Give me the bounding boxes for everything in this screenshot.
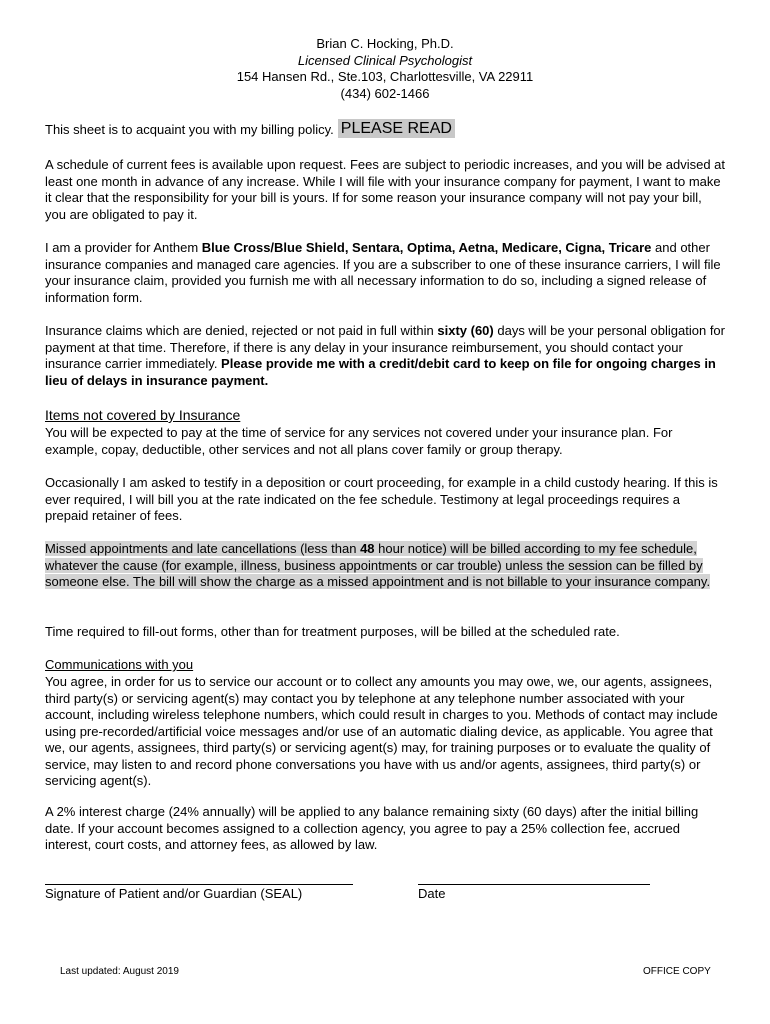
fees-paragraph: A schedule of current fees is available upon request. Fees are subject to periodic increases, and you will be advised at least one month in advance of any increase. While I will file with your insurance company for payment, I want to make it clear that the responsibility for your bill is yours. If for some reason your insurance company will not pay your bill, you are obligated to pay it.: [45, 157, 726, 222]
forms-paragraph: Time required to fill-out forms, other than for treatment purposes, will be billed at the scheduled rate.: [45, 624, 620, 639]
insurance-list: Blue Cross/Blue Shield, Sentara, Optima, Aetna, Medicare, Cigna, Tricare: [201, 240, 652, 255]
provider-paragraph: [45, 240, 725, 306]
claims-paragraph: [45, 323, 725, 389]
intro-line: [45, 120, 725, 139]
sixty-days: sixty (60): [437, 323, 494, 338]
interest-paragraph: A 2% interest charge (24% annually) will be applied to any balance remaining sixty (60 days) after the initial billing date. If your account becomes assigned to a collection agency, you agree to pay a 25% collection fee, accrued interest, court costs, and attorney fees, as allowed by law.: [45, 804, 699, 852]
credit-card-notice: Please provide me with a credit/debit card to keep on file for ongoing charges in lieu of delays in insurance payment.: [45, 356, 716, 388]
provider-address: 154 Hansen Rd., Ste.103, Charlottesville, VA 22911: [236, 69, 534, 84]
date-label: Date: [418, 886, 446, 901]
letterhead: [0, 36, 770, 102]
provider-lead: I am a provider for Anthem: [45, 240, 202, 255]
provider-name: Brian C. Hocking, Ph.D.: [316, 36, 454, 51]
intro-text: This sheet is to acquaint you with my billing policy.: [45, 122, 334, 137]
last-updated: Last updated: August 2019: [60, 966, 179, 977]
missed-lead: Missed appointments and late cancellations (less than: [45, 541, 361, 556]
notice-hours: 48: [360, 541, 375, 556]
provider-phone: (434) 602-1466: [340, 85, 430, 101]
patient-signature-label: Signature of Patient and/or Guardian (SEAL): [45, 886, 303, 901]
missed-rest: hour notice) will be billed according to my fee schedule, whatever the cause (for example, illness, business appointments or car trouble) unless the session can be filled by someone else. The bill will show the charge as a missed appointment and is not billable to your insurance company.: [45, 541, 711, 589]
date-signature-line: [418, 884, 650, 885]
not-covered-paragraph: You will be expected to pay at the time of service for any services not covered under your insurance plan. For example, copay, deductible, other services and not all plans cover family or group therapy.: [45, 425, 673, 457]
provider-rest: and other insurance companies and managed care agencies. If you are a subscriber to one of these insurance carriers, I will file your insurance claim, provided you furnish me with all necessary information to do so, including a signed release of information form.: [45, 240, 721, 305]
office-copy-label: OFFICE COPY: [643, 966, 711, 977]
please-read-badge: PLEASE READ: [338, 119, 455, 138]
missed-appointments-paragraph: [45, 541, 725, 591]
claims-lead: Insurance claims which are denied, rejected or not paid in full within: [45, 323, 438, 338]
patient-signature-line: [45, 884, 353, 885]
section-not-covered-heading: Items not covered by Insurance: [45, 407, 241, 423]
provider-title: Licensed Clinical Psychologist: [297, 52, 473, 68]
claims-mid: days will be your personal obligation for payment at that time. Therefore, if there is any delay in your insurance reimbursement, you should contact your insurance carrier immediately.: [45, 323, 725, 371]
section-communications-heading: Communications with you: [45, 657, 194, 672]
communications-paragraph: You agree, in order for us to service our account or to collect any amounts you may owe, we, our agents, assignees, third party(s) or servicing agent(s) may contact you by telephone at any telephone number associated with your account, including wireless telephone numbers, which could result in charges to you. Methods of contact may include using pre-recorded/artificial voice messages and/or use of an automatic dialing device, as applicable. You agree that we, our agents, assignees, third party(s) or servicing agent(s) may, for training purposes or to evaluate the quality of service, may listen to and record phone conversations you have with us and/or agents, assignees, third party(s) or servicing agent(s).: [45, 674, 718, 788]
testimony-paragraph: Occasionally I am asked to testify in a deposition or court proceeding, for example in a child custody hearing. If this is ever required, I will bill you at the rate indicated on the fee schedule. Testimony at legal proceedings requires a prepaid retainer of fees.: [45, 475, 718, 523]
